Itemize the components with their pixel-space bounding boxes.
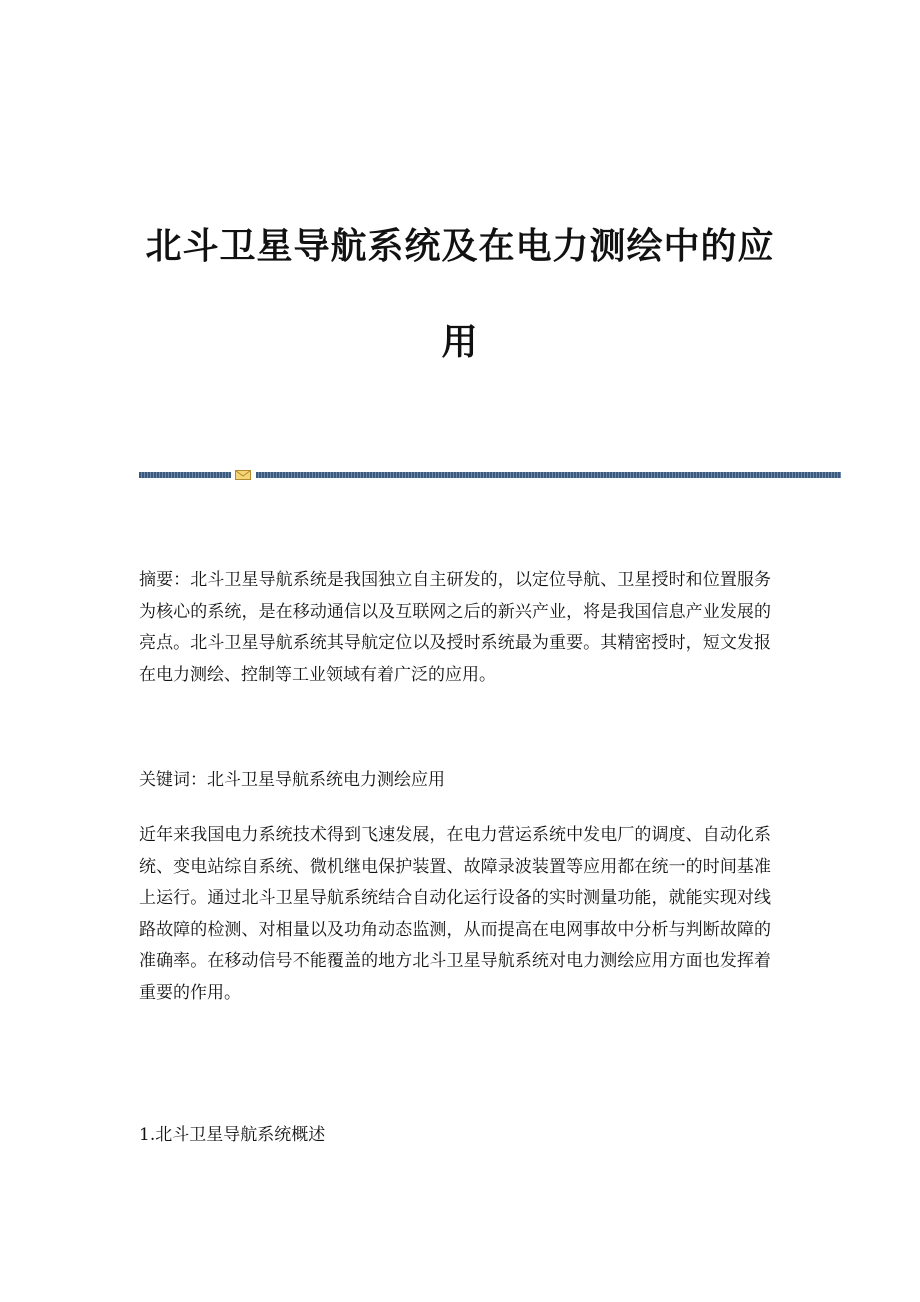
keywords-line: 关键词：北斗卫星导航系统电力测绘应用 xyxy=(139,770,445,790)
section-heading: 1.北斗卫星导航系统概述 xyxy=(139,1125,326,1145)
document-title-line-2: 用 xyxy=(441,322,479,363)
abstract-paragraph: 摘要：北斗卫星导航系统是我国独立自主研发的，以定位导航、卫星授时和位置服务为核心的系统，是在移动通信以及互联网之后的新兴产业，将是我国信息产业发展的亮点。北斗卫星导航系统其导航定位以及授时系统最为重要。其精密授时，短文发报在电力测绘、控制等工业领域有着广泛的应用。 xyxy=(139,570,771,685)
document-title-line-1: 北斗卫星导航系统及在电力测绘中的应 xyxy=(145,226,775,267)
divider-bar-left xyxy=(139,472,231,478)
intro-paragraph: 近年来我国电力系统技术得到飞速发展，在电力营运系统中发电厂的调度、自动化系统、变电站综自系统、微机继电保护装置、故障录波装置等应用都在统一的时间基准上运行。通过北斗卫星导航系统结合自动化运行设备的实时测量功能，就能实现对线路故障的检测、对相量以及功角动态监测，从而提高在电网事故中分析与判断故障的准确率。在移动信号不能覆盖的地方北斗卫星导航系统对电力测绘应用方面也发挥着重要的作用。 xyxy=(139,825,771,1003)
divider-bar-right xyxy=(256,472,841,478)
envelope-icon xyxy=(235,470,251,480)
title-divider xyxy=(139,470,841,480)
